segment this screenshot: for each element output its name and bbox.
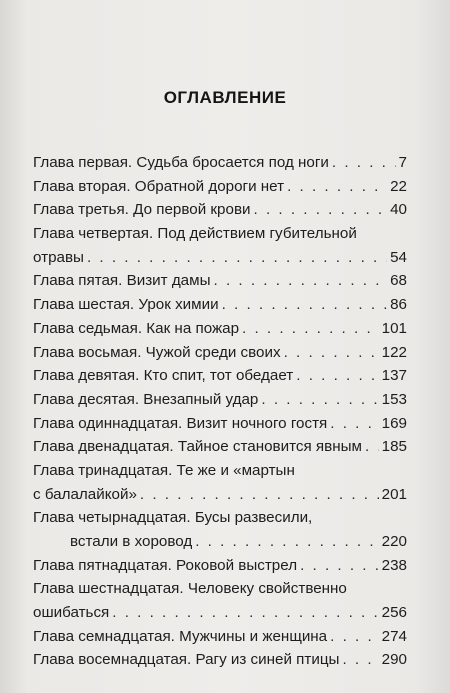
dot-leader bbox=[287, 175, 387, 199]
dot-leader bbox=[112, 601, 378, 625]
toc-page-number: 122 bbox=[381, 343, 407, 361]
dot-leader bbox=[214, 269, 388, 293]
toc-page-number: 54 bbox=[390, 248, 407, 266]
toc-page-number: 101 bbox=[381, 319, 407, 337]
toc-line bbox=[33, 625, 407, 649]
toc-page-number: 137 bbox=[381, 367, 407, 385]
toc-line bbox=[33, 483, 407, 507]
toc-page-number: 238 bbox=[381, 556, 407, 574]
toc-line bbox=[33, 459, 407, 483]
toc-line bbox=[33, 151, 407, 175]
toc-page-number: 220 bbox=[381, 533, 407, 550]
toc-line bbox=[33, 364, 407, 388]
toc-page-number: 68 bbox=[390, 272, 407, 290]
toc-entry-title: Глава пятая. Визит дамы bbox=[33, 272, 211, 290]
toc-entry-title: Глава первая. Судьба бросается под ноги bbox=[33, 154, 329, 171]
dot-leader bbox=[222, 293, 388, 317]
toc-line bbox=[33, 412, 407, 436]
toc-page-number: 22 bbox=[390, 177, 407, 195]
toc-line bbox=[33, 388, 407, 412]
toc-page-number: 169 bbox=[381, 414, 407, 432]
toc-page-number: 290 bbox=[381, 651, 407, 669]
toc-entry-title: отравы bbox=[33, 248, 84, 266]
dot-leader bbox=[330, 412, 378, 436]
toc-entry-title: Глава десятая. Внезапный удар bbox=[33, 390, 259, 408]
toc-line bbox=[33, 246, 407, 270]
dot-leader bbox=[261, 388, 378, 412]
toc-page-number: 201 bbox=[381, 485, 407, 503]
toc-entry-title: Глава двенадцатая. Тайное становится явным bbox=[33, 438, 362, 456]
toc-line bbox=[33, 648, 407, 672]
toc-page-number: 185 bbox=[381, 438, 407, 456]
dot-leader bbox=[342, 648, 378, 672]
toc-page-number: 40 bbox=[390, 201, 407, 219]
dot-leader bbox=[365, 435, 379, 459]
toc-page-number: 274 bbox=[381, 627, 407, 645]
dot-leader bbox=[330, 625, 379, 649]
dot-leader bbox=[140, 483, 379, 507]
toc-line bbox=[33, 317, 407, 341]
table-of-contents bbox=[33, 151, 407, 672]
dot-leader bbox=[195, 530, 378, 554]
toc-line bbox=[33, 554, 407, 578]
toc-line bbox=[33, 269, 407, 293]
toc-entry-title: Глава одиннадцатая. Визит ночного гостя bbox=[33, 414, 328, 432]
toc-entry-title: Глава пятнадцатая. Роковой выстрел bbox=[33, 556, 298, 574]
toc-entry-title: ошибаться bbox=[33, 604, 110, 622]
dot-leader bbox=[300, 554, 379, 578]
toc-entry-title: Глава четвертая. Под действием губительной bbox=[33, 225, 357, 243]
toc-entry-title: Глава вторая. Обратной дороги нет bbox=[33, 177, 285, 195]
toc-page-number: 153 bbox=[381, 390, 407, 408]
toc-entry-title: Глава седьмая. Как на пожар bbox=[33, 319, 240, 337]
page-title: ОГЛАВЛЕНИЕ bbox=[163, 88, 287, 107]
dot-leader bbox=[87, 246, 387, 270]
toc-entry-title: Глава восемнадцатая. Рагу из синей птицы bbox=[33, 651, 340, 669]
toc-entry-title: с балалайкой» bbox=[33, 485, 137, 503]
toc-line bbox=[33, 341, 407, 365]
toc-line bbox=[33, 601, 407, 625]
toc-entry-title: Глава шестая. Урок химии bbox=[33, 296, 219, 314]
toc-entry-title: Глава девятая. Кто спит, тот обедает bbox=[33, 367, 294, 385]
toc-entry-title: Глава шестнадцатая. Человеку свойственно bbox=[33, 580, 347, 598]
dot-leader bbox=[254, 198, 388, 222]
toc-entry-title: Глава тринадцатая. Те же и «мартын bbox=[33, 461, 295, 479]
toc-line bbox=[33, 222, 407, 246]
toc-line bbox=[33, 293, 407, 317]
toc-line bbox=[33, 506, 407, 530]
toc-entry-title: встали в хоровод bbox=[70, 533, 193, 550]
toc-entry-title: Глава третья. До первой крови bbox=[33, 201, 251, 219]
dot-leader bbox=[332, 151, 396, 175]
dot-leader bbox=[242, 317, 379, 341]
toc-line bbox=[33, 577, 407, 601]
dot-leader bbox=[296, 364, 378, 388]
toc-page-number: 7 bbox=[398, 154, 407, 171]
toc-entry-title: Глава четырнадцатая. Бусы развесили, bbox=[33, 509, 313, 527]
dot-leader bbox=[284, 341, 379, 365]
toc-page-number: 86 bbox=[390, 296, 407, 314]
toc-entry-title: Глава семнадцатая. Мужчины и женщина bbox=[33, 627, 328, 645]
toc-page-number: 256 bbox=[381, 604, 407, 622]
toc-line bbox=[33, 175, 407, 199]
toc-line bbox=[33, 530, 407, 554]
toc-line bbox=[33, 435, 407, 459]
toc-entry-title: Глава восьмая. Чужой среди своих bbox=[33, 343, 281, 361]
toc-line bbox=[33, 198, 407, 222]
